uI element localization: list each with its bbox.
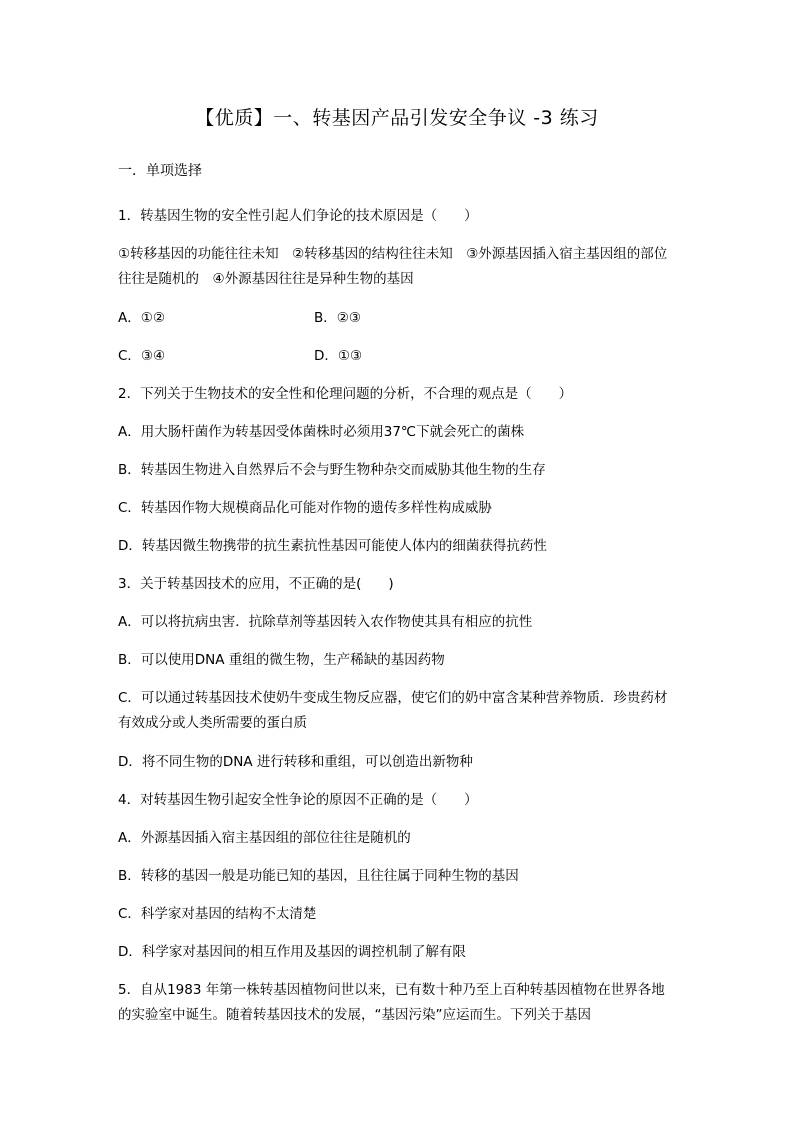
question-2-option-b: B．转基因生物进入自然界后不会与野生物种杂交而威胁其他生物的生存 xyxy=(118,462,546,478)
question-2-stem: 2．下列关于生物技术的安全性和伦理问题的分析，不合理的观点是（ ） xyxy=(118,386,573,402)
question-3-option-a: A．可以将抗病虫害．抗除草剂等基因转入农作物使其具有相应的抗性 xyxy=(118,614,533,630)
question-2-option-d: D．转基因微生物携带的抗生素抗性基因可能使人体内的细菌获得抗药性 xyxy=(118,538,547,554)
question-1-option-a: A．①② xyxy=(118,310,165,326)
question-4-stem: 4．对转基因生物引起安全性争论的原因不正确的是（ ） xyxy=(118,792,478,808)
question-3-stem: 3．关于转基因技术的应用，不正确的是( ) xyxy=(118,576,394,592)
question-3-option-d: D．将不同生物的DNA 进行转移和重组，可以创造出新物种 xyxy=(118,754,473,770)
question-1-stem: 1．转基因生物的安全性引起人们争论的技术原因是（ ） xyxy=(118,208,478,224)
question-1-options-row-2 xyxy=(118,344,678,368)
question-3-option-c: C．可以通过转基因技术使奶牛变成生物反应器，使它们的奶中富含某种营养物质．珍贵药材有效成分或人类所需要的蛋白质 xyxy=(118,690,668,731)
question-list xyxy=(118,204,678,1042)
question-5-stem: 5．自从1983 年第一株转基因植物问世以来，已有数十种乃至上百种转基因植物在世界各地的实验室中诞生。随着转基因技术的发展，“基因污染”应运而生。下列关于基因 xyxy=(118,982,665,1023)
question-2-option-c: C．转基因作物大规模商品化可能对作物的遗传多样性构成威胁 xyxy=(118,500,492,516)
question-3-option-b: B．可以使用DNA 重组的微生物，生产稀缺的基因药物 xyxy=(118,652,445,668)
question-4-option-d: D．科学家对基因间的相互作用及基因的调控机制了解有限 xyxy=(118,944,466,960)
question-1-option-d: D．①③ xyxy=(314,348,363,364)
section-heading: 一．单项选择 xyxy=(118,163,202,179)
question-1-options-row-1 xyxy=(118,306,678,330)
question-4-option-c: C．科学家对基因的结构不太清楚 xyxy=(118,906,317,922)
question-1-option-b: B．②③ xyxy=(314,310,361,326)
question-1-info: ①转移基因的功能往往未知 ②转移基因的结构往往未知 ③外源基因插入宿主基因组的部位往往是随机的 ④外源基因往往是异种生物的基因 xyxy=(118,246,668,287)
question-4-option-a: A．外源基因插入宿主基因组的部位往往是随机的 xyxy=(118,830,411,846)
question-2-option-a: A．用大肠杆菌作为转基因受体菌株时必须用37℃下就会死亡的菌株 xyxy=(118,424,525,440)
document-title: 【优质】一、转基因产品引发安全争议 -3 练习 xyxy=(195,107,599,129)
question-4-option-b: B．转移的基因一般是功能已知的基因，且往往属于同种生物的基因 xyxy=(118,868,519,884)
question-1-option-c: C．③④ xyxy=(118,348,166,364)
